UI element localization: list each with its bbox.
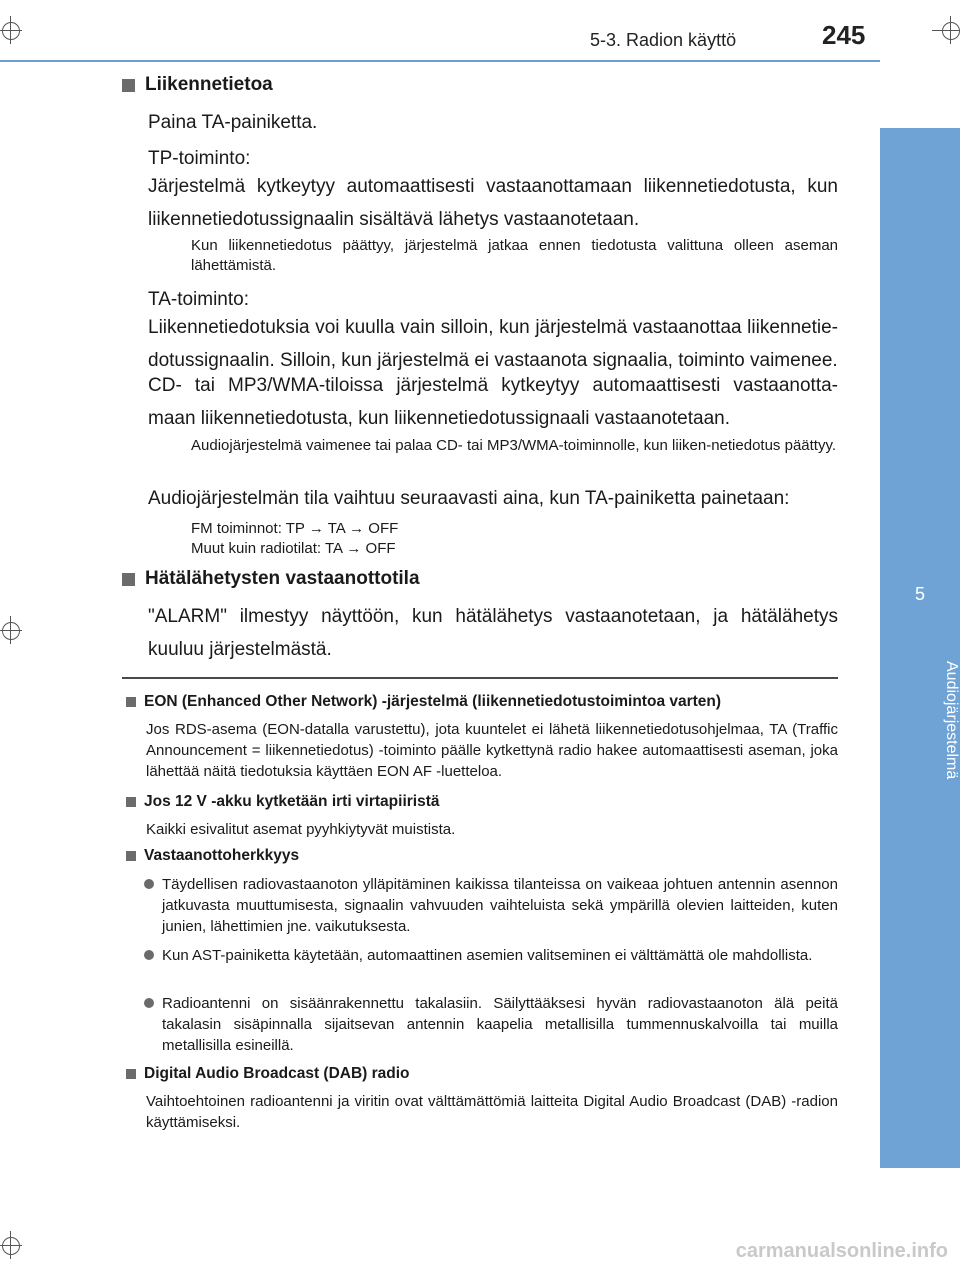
mode-line-1: FM toiminnot: TP → TA → OFF (191, 520, 399, 537)
section-title: 5-3. Radion käyttö (590, 30, 737, 50)
eon-text: Jos RDS-asema (EON-datalla varustettu), jota kuuntelet ei lähetä liikennetiedotusohjelmaa, TA (Traffic Announcement = liikennetiedotus) -toiminto päälle kytkettynä radio hakee automaattisesti aseman, joka lähettää näitä tiedotuksia käyttäen EON AF -luetteloa. (146, 721, 838, 780)
dab-heading (126, 1065, 838, 1083)
battery-text: Kaikki esivalitut asemat pyyhkiytyvät muistista. (146, 821, 456, 838)
square-bullet-icon (126, 697, 136, 707)
traffic-title: Liikennetietoa (145, 74, 273, 95)
ta-text-1: Liikennetiedotuksia voi kuulla vain silloin, kun järjestelmä vastaanottaa liikennetie-dotussignaalin. Silloin, kun järjestelmä ei vastaanota signaalia, toiminto vaimenee. (148, 317, 838, 371)
watermark: carmanualsonline.info (735, 1240, 948, 1262)
reception-bullet-3: Radioantenni on sisäänrakennettu takalasiin. Säilyttääksesi hyvän radiovastaanoton älä peitä takalasin sisäpinnalla sijaitsevan antennin kaapelia metallisilla tummennuskalvoilla tai muilla metallisilla esineillä. (162, 995, 838, 1054)
chapter-label: Audiojärjestelmä (943, 660, 960, 780)
mode-text: Audiojärjestelmän tila vaihtuu seuraavasti aina, kun TA-painiketta painetaan: (148, 488, 790, 509)
page-number: 245 (822, 20, 866, 50)
eon-heading (126, 693, 838, 711)
square-bullet-icon (122, 573, 135, 586)
square-bullet-icon (126, 797, 136, 807)
traffic-instruction: Paina TA-painiketta. (148, 112, 318, 133)
traffic-heading (122, 74, 812, 96)
battery-title: Jos 12 V -akku kytketään irti virtapiiristä (144, 793, 440, 810)
round-bullet-icon (144, 998, 154, 1008)
tp-title: TP-toiminto: (148, 148, 251, 169)
list-item (144, 945, 838, 966)
section-divider (122, 677, 838, 679)
square-bullet-icon (126, 1069, 136, 1079)
crop-mark-bottom-left (0, 1225, 40, 1265)
reception-heading (126, 847, 838, 865)
list-item (144, 874, 838, 937)
ta-text-2: CD- tai MP3/WMA-tiloissa järjestelmä kytkeytyy automaattisesti vastaanotta-maan liikennetiedotusta, kun liikennetiedotussignaali vastaanotetaan. (148, 375, 838, 429)
eon-title: EON (Enhanced Other Network) -järjestelmä (liikennetiedotustoimintoa varten) (144, 693, 722, 710)
alarm-heading (122, 568, 812, 590)
crop-mark-top-right (920, 0, 960, 60)
tp-text: Järjestelmä kytkeytyy automaattisesti vastaanottamaan liikennetiedotusta, kun liikennetiedotussignaalin sisältävä lähetys vastaanotetaan. (148, 176, 838, 230)
round-bullet-icon (144, 950, 154, 960)
reception-title: Vastaanottoherkkyys (144, 847, 300, 864)
mode-line-2: Muut kuin radiotilat: TA → OFF (191, 540, 396, 557)
alarm-title: Hätälähetysten vastaanottotila (145, 568, 420, 589)
alarm-text: "ALARM" ilmestyy näyttöön, kun hätälähetys vastaanotetaan, ja hätälähetys kuuluu järjestelmästä. (148, 606, 838, 660)
chapter-tab (880, 128, 960, 1168)
round-bullet-icon (144, 879, 154, 889)
crop-mark-top-left (0, 0, 40, 60)
chapter-number: 5 (914, 584, 925, 604)
reception-bullet-2: Kun AST-painiketta käytetään, automaattinen asemien valitseminen ei välttämättä ole mahdollista. (162, 947, 813, 964)
battery-heading (126, 793, 838, 811)
header-rule (0, 60, 880, 62)
list-item (144, 993, 838, 1056)
tp-note: Kun liikennetiedotus päättyy, järjestelmä jatkaa ennen tiedotusta valittuna olleen aseman lähettämistä. (191, 237, 838, 274)
square-bullet-icon (122, 79, 135, 92)
dab-text: Vaihtoehtoinen radioantenni ja viritin ovat välttämättömiä laitteita Digital Audio Broadcast (DAB) -radion käyttämiseksi. (146, 1093, 838, 1131)
ta-note: Audiojärjestelmä vaimenee tai palaa CD- tai MP3/WMA-toiminnolle, kun liiken-netiedotus päättyy. (191, 437, 837, 454)
square-bullet-icon (126, 851, 136, 861)
dab-title: Digital Audio Broadcast (DAB) radio (144, 1065, 410, 1082)
ta-title: TA-toiminto: (148, 289, 250, 310)
crop-mark-mid-left (0, 610, 40, 650)
reception-bullet-1: Täydellisen radiovastaanoton ylläpitäminen kaikissa tilanteissa on vaikeaa johtuen antennin asennon jatkuvasta muuttumisesta, signaalin vahvuuden vaihteluista sekä ympärillä olevien laitteiden, kuten junien, lähettimien jne. vaikutuksesta. (162, 876, 838, 935)
